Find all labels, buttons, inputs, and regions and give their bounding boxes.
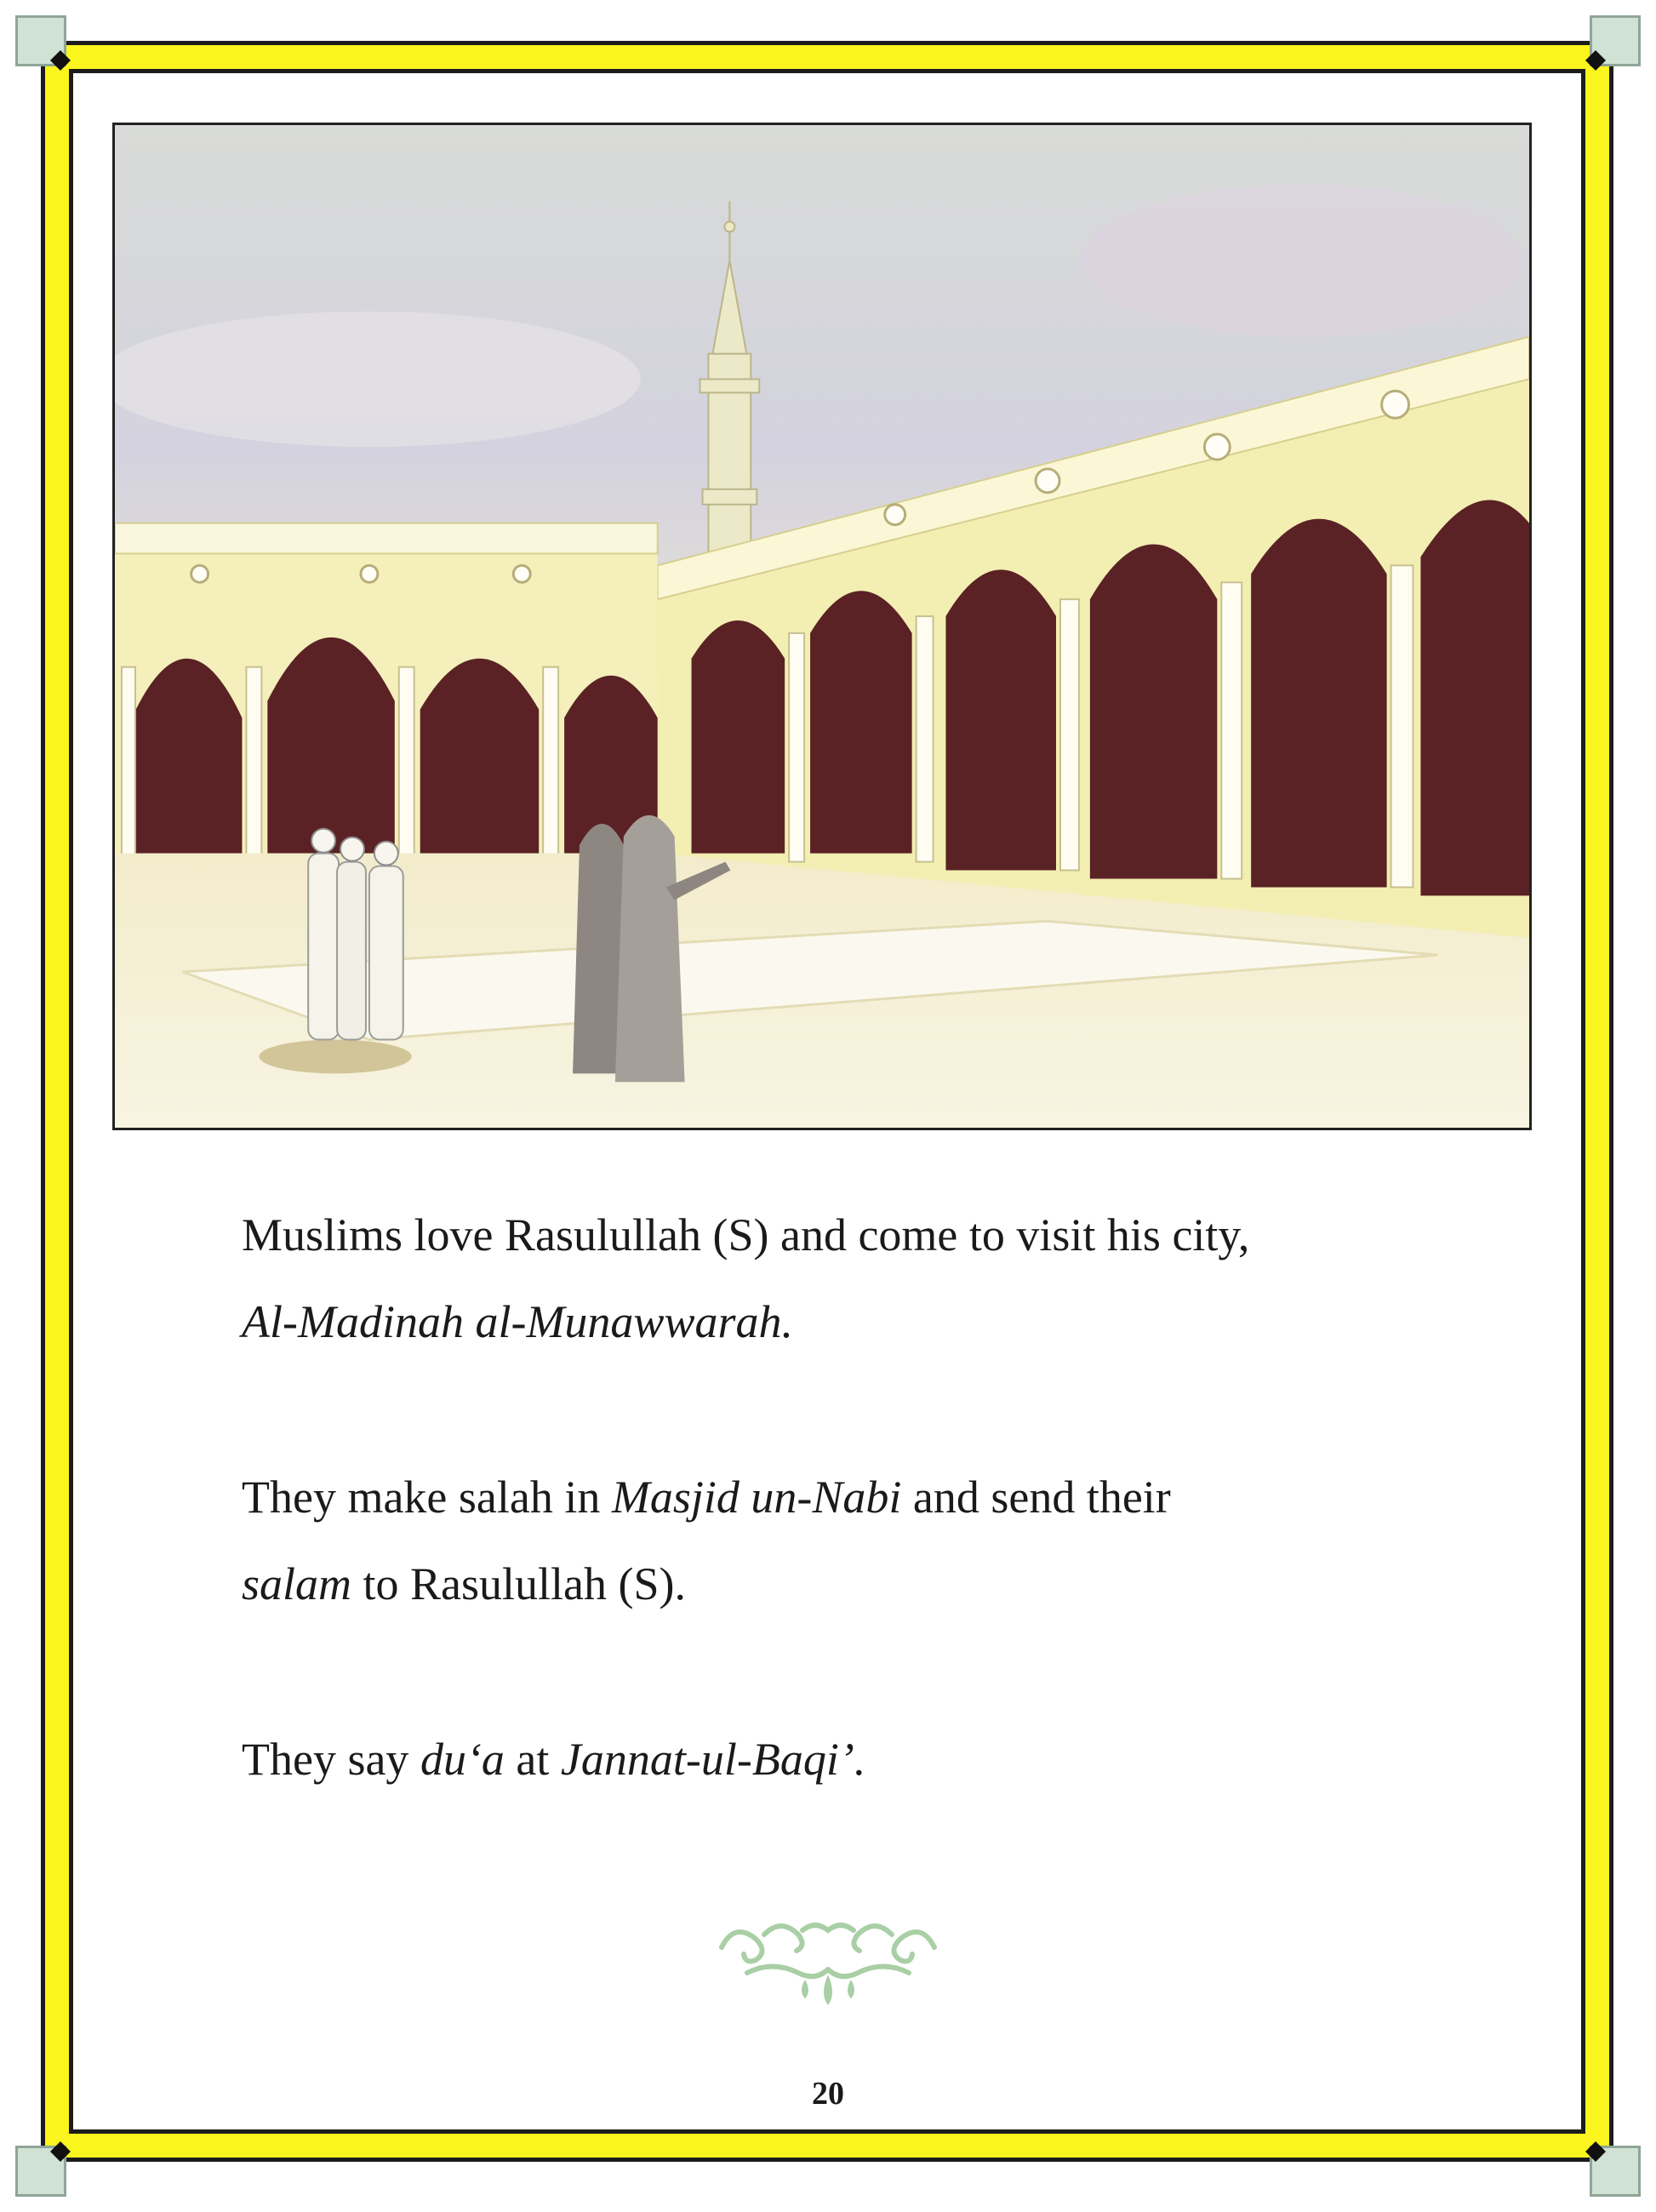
text-run-italic: Masjid un-Nabi xyxy=(611,1472,902,1523)
text-run-italic: du‘a xyxy=(420,1734,505,1785)
line xyxy=(242,1296,793,1347)
text-run: and send their xyxy=(901,1472,1171,1523)
text-run-italic: salam xyxy=(242,1558,352,1609)
corner-diamond-icon xyxy=(50,50,71,71)
line xyxy=(242,1209,1249,1260)
corner-diamond-icon xyxy=(50,2141,71,2162)
text-run: They say xyxy=(242,1734,420,1785)
paragraph-madinah xyxy=(242,1192,1518,1365)
line xyxy=(242,1558,686,1609)
corner-diamond-icon xyxy=(1585,50,1606,71)
corner-diamond-icon xyxy=(1585,2141,1606,2162)
paragraph-masjid xyxy=(242,1454,1518,1627)
text-run: Muslims love Rasulullah (S) and come to visit his city, xyxy=(242,1209,1250,1260)
line xyxy=(242,1472,1171,1523)
line xyxy=(242,1734,865,1785)
text-run: They make salah in xyxy=(242,1472,612,1523)
text-run-italic: Al-Madinah al-Munawwarah. xyxy=(242,1296,793,1347)
mosque-courtyard-illustration xyxy=(112,123,1532,1130)
paragraph-baqi xyxy=(242,1716,1518,1803)
floral-swirl-ornament-icon xyxy=(713,1913,943,2007)
page-number: 20 xyxy=(812,2076,844,2112)
text-run: to Rasulullah (S). xyxy=(351,1558,686,1609)
story-text xyxy=(242,1192,1518,1891)
text-run-italic: Jannat-ul-Baqi’. xyxy=(560,1734,866,1785)
text-run: at xyxy=(504,1734,561,1785)
